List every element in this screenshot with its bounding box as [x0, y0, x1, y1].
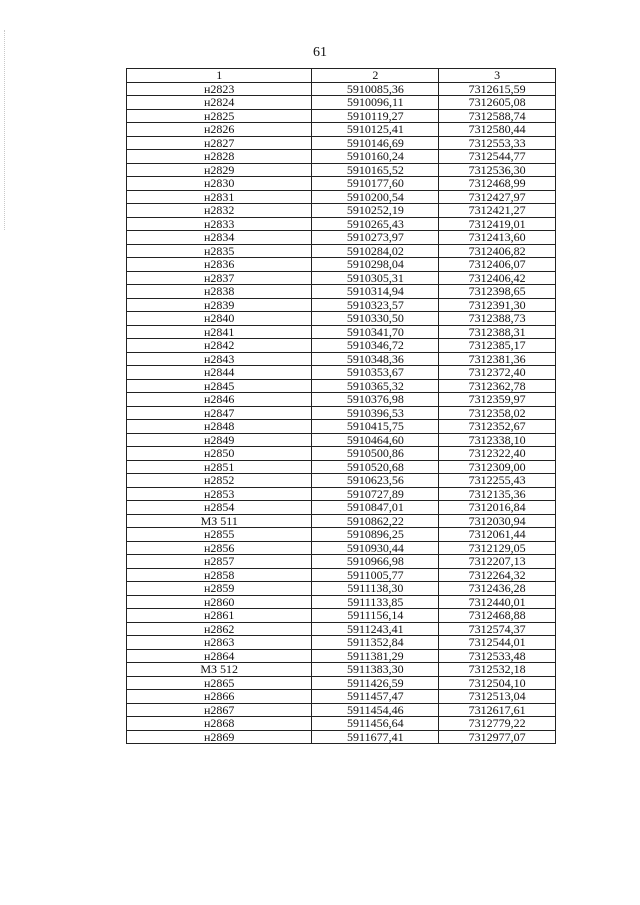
x-coordinate: 5911156,14	[312, 609, 439, 623]
table-row	[127, 649, 556, 663]
point-name: н2828	[127, 150, 312, 164]
table-row	[127, 636, 556, 650]
table-row	[127, 703, 556, 717]
point-name: МЗ 512	[127, 663, 312, 677]
table-row	[127, 298, 556, 312]
y-coordinate: 7312419,01	[439, 217, 556, 231]
x-coordinate: 5910146,69	[312, 136, 439, 150]
table-row	[127, 271, 556, 285]
table-row	[127, 501, 556, 515]
table-row	[127, 514, 556, 528]
table-row	[127, 217, 556, 231]
point-name: н2851	[127, 460, 312, 474]
y-coordinate: 7312468,88	[439, 609, 556, 623]
y-coordinate: 7312615,59	[439, 82, 556, 96]
table-row	[127, 622, 556, 636]
point-name: н2826	[127, 123, 312, 137]
table-row	[127, 352, 556, 366]
point-name: н2848	[127, 420, 312, 434]
x-coordinate: 5910348,36	[312, 352, 439, 366]
y-coordinate: 7312544,01	[439, 636, 556, 650]
x-coordinate: 5910200,54	[312, 190, 439, 204]
x-coordinate: 5910396,53	[312, 406, 439, 420]
y-coordinate: 7312322,40	[439, 447, 556, 461]
point-name: н2858	[127, 568, 312, 582]
table-row	[127, 717, 556, 731]
x-coordinate: 5910415,75	[312, 420, 439, 434]
y-coordinate: 7312513,04	[439, 690, 556, 704]
point-name: н2827	[127, 136, 312, 150]
table-row	[127, 595, 556, 609]
y-coordinate: 7312427,97	[439, 190, 556, 204]
table-row	[127, 190, 556, 204]
x-coordinate: 5910305,31	[312, 271, 439, 285]
point-name: н2834	[127, 231, 312, 245]
point-name: н2860	[127, 595, 312, 609]
x-coordinate: 5910365,32	[312, 379, 439, 393]
point-name: н2854	[127, 501, 312, 515]
y-coordinate: 7312129,05	[439, 541, 556, 555]
table-row	[127, 150, 556, 164]
point-name: н2845	[127, 379, 312, 393]
y-coordinate: 7312381,36	[439, 352, 556, 366]
y-coordinate: 7312255,43	[439, 474, 556, 488]
table-row	[127, 474, 556, 488]
x-coordinate: 5910353,67	[312, 366, 439, 380]
x-coordinate: 5910847,01	[312, 501, 439, 515]
table-row	[127, 325, 556, 339]
table-row	[127, 460, 556, 474]
y-coordinate: 7312385,17	[439, 339, 556, 353]
y-coordinate: 7312617,61	[439, 703, 556, 717]
x-coordinate: 5910376,98	[312, 393, 439, 407]
y-coordinate: 7312309,00	[439, 460, 556, 474]
point-name: н2857	[127, 555, 312, 569]
point-name: н2859	[127, 582, 312, 596]
y-coordinate: 7312358,02	[439, 406, 556, 420]
point-name: н2838	[127, 285, 312, 299]
x-coordinate: 5910273,97	[312, 231, 439, 245]
point-name: н2852	[127, 474, 312, 488]
point-name: н2862	[127, 622, 312, 636]
table-row	[127, 528, 556, 542]
table-row	[127, 96, 556, 110]
table-row	[127, 582, 556, 596]
table-row	[127, 393, 556, 407]
header-col-1: 1	[127, 69, 312, 83]
y-coordinate: 7312372,40	[439, 366, 556, 380]
table-row	[127, 258, 556, 272]
x-coordinate: 5911457,47	[312, 690, 439, 704]
x-coordinate: 5910265,43	[312, 217, 439, 231]
point-name: н2867	[127, 703, 312, 717]
table-row	[127, 609, 556, 623]
table-row	[127, 487, 556, 501]
y-coordinate: 7312388,31	[439, 325, 556, 339]
x-coordinate: 5911133,85	[312, 595, 439, 609]
table-row	[127, 244, 556, 258]
point-name: н2832	[127, 204, 312, 218]
y-coordinate: 7312977,07	[439, 730, 556, 744]
x-coordinate: 5910520,68	[312, 460, 439, 474]
x-coordinate: 5910346,72	[312, 339, 439, 353]
point-name: н2824	[127, 96, 312, 110]
point-name: н2844	[127, 366, 312, 380]
x-coordinate: 5910177,60	[312, 177, 439, 191]
y-coordinate: 7312574,37	[439, 622, 556, 636]
header-row	[127, 69, 556, 83]
x-coordinate: 5911005,77	[312, 568, 439, 582]
x-coordinate: 5910966,98	[312, 555, 439, 569]
x-coordinate: 5910314,94	[312, 285, 439, 299]
y-coordinate: 7312264,32	[439, 568, 556, 582]
y-coordinate: 7312588,74	[439, 109, 556, 123]
y-coordinate: 7312440,01	[439, 595, 556, 609]
x-coordinate: 5910896,25	[312, 528, 439, 542]
table-row	[127, 420, 556, 434]
point-name: н2843	[127, 352, 312, 366]
x-coordinate: 5911352,84	[312, 636, 439, 650]
x-coordinate: 5911381,29	[312, 649, 439, 663]
x-coordinate: 5911456,64	[312, 717, 439, 731]
x-coordinate: 5910125,41	[312, 123, 439, 137]
point-name: н2831	[127, 190, 312, 204]
y-coordinate: 7312406,42	[439, 271, 556, 285]
point-name: н2839	[127, 298, 312, 312]
x-coordinate: 5910330,50	[312, 312, 439, 326]
x-coordinate: 5910623,56	[312, 474, 439, 488]
point-name: н2841	[127, 325, 312, 339]
table-row	[127, 379, 556, 393]
y-coordinate: 7312544,77	[439, 150, 556, 164]
x-coordinate: 5910464,60	[312, 433, 439, 447]
y-coordinate: 7312406,82	[439, 244, 556, 258]
y-coordinate: 7312388,73	[439, 312, 556, 326]
x-coordinate: 5910862,22	[312, 514, 439, 528]
table-row	[127, 568, 556, 582]
y-coordinate: 7312016,84	[439, 501, 556, 515]
table-row	[127, 433, 556, 447]
point-name: н2856	[127, 541, 312, 555]
table-row	[127, 231, 556, 245]
y-coordinate: 7312398,65	[439, 285, 556, 299]
point-name: н2833	[127, 217, 312, 231]
table-row	[127, 339, 556, 353]
x-coordinate: 5910284,02	[312, 244, 439, 258]
y-coordinate: 7312533,48	[439, 649, 556, 663]
header-col-2: 2	[312, 69, 439, 83]
table-row	[127, 663, 556, 677]
table-row	[127, 555, 556, 569]
table-row	[127, 285, 556, 299]
x-coordinate: 5910119,27	[312, 109, 439, 123]
y-coordinate: 7312532,18	[439, 663, 556, 677]
point-name: н2847	[127, 406, 312, 420]
y-coordinate: 7312030,94	[439, 514, 556, 528]
x-coordinate: 5910096,11	[312, 96, 439, 110]
table-row	[127, 406, 556, 420]
y-coordinate: 7312468,99	[439, 177, 556, 191]
table-row	[127, 366, 556, 380]
point-name: н2836	[127, 258, 312, 272]
x-coordinate: 5910252,19	[312, 204, 439, 218]
y-coordinate: 7312779,22	[439, 717, 556, 731]
point-name: н2868	[127, 717, 312, 731]
x-coordinate: 5910500,86	[312, 447, 439, 461]
point-name: н2829	[127, 163, 312, 177]
table-row	[127, 690, 556, 704]
y-coordinate: 7312605,08	[439, 96, 556, 110]
point-name: н2825	[127, 109, 312, 123]
x-coordinate: 5911243,41	[312, 622, 439, 636]
point-name: н2830	[127, 177, 312, 191]
point-name: н2864	[127, 649, 312, 663]
point-name: н2861	[127, 609, 312, 623]
table-row	[127, 109, 556, 123]
y-coordinate: 7312207,13	[439, 555, 556, 569]
point-name: н2866	[127, 690, 312, 704]
x-coordinate: 5911677,41	[312, 730, 439, 744]
page-number: 61	[313, 45, 327, 60]
point-name: н2846	[127, 393, 312, 407]
y-coordinate: 7312406,07	[439, 258, 556, 272]
table-row	[127, 676, 556, 690]
x-coordinate: 5910341,70	[312, 325, 439, 339]
y-coordinate: 7312421,27	[439, 204, 556, 218]
x-coordinate: 5911426,59	[312, 676, 439, 690]
y-coordinate: 7312061,44	[439, 528, 556, 542]
point-name: н2835	[127, 244, 312, 258]
point-name: н2850	[127, 447, 312, 461]
point-name: МЗ 511	[127, 514, 312, 528]
y-coordinate: 7312391,30	[439, 298, 556, 312]
x-coordinate: 5910298,04	[312, 258, 439, 272]
y-coordinate: 7312359,97	[439, 393, 556, 407]
point-name: н2840	[127, 312, 312, 326]
table-row	[127, 82, 556, 96]
x-coordinate: 5910165,52	[312, 163, 439, 177]
y-coordinate: 7312580,44	[439, 123, 556, 137]
x-coordinate: 5910323,57	[312, 298, 439, 312]
x-coordinate: 5911383,30	[312, 663, 439, 677]
table-row	[127, 730, 556, 744]
table-body	[127, 82, 556, 744]
y-coordinate: 7312553,33	[439, 136, 556, 150]
table-row	[127, 447, 556, 461]
table-row	[127, 204, 556, 218]
y-coordinate: 7312362,78	[439, 379, 556, 393]
table-row	[127, 312, 556, 326]
header-col-3: 3	[439, 69, 556, 83]
x-coordinate: 5910727,89	[312, 487, 439, 501]
point-name: н2823	[127, 82, 312, 96]
point-name: н2842	[127, 339, 312, 353]
y-coordinate: 7312413,60	[439, 231, 556, 245]
y-coordinate: 7312135,36	[439, 487, 556, 501]
point-name: н2849	[127, 433, 312, 447]
x-coordinate: 5910930,44	[312, 541, 439, 555]
point-name: н2853	[127, 487, 312, 501]
table-row	[127, 541, 556, 555]
y-coordinate: 7312436,28	[439, 582, 556, 596]
y-coordinate: 7312352,67	[439, 420, 556, 434]
table-row	[127, 136, 556, 150]
y-coordinate: 7312504,10	[439, 676, 556, 690]
table-row	[127, 123, 556, 137]
x-coordinate: 5911454,46	[312, 703, 439, 717]
y-coordinate: 7312338,10	[439, 433, 556, 447]
table-row	[127, 177, 556, 191]
point-name: н2837	[127, 271, 312, 285]
coordinates-table	[126, 68, 556, 744]
y-coordinate: 7312536,30	[439, 163, 556, 177]
point-name: н2863	[127, 636, 312, 650]
point-name: н2865	[127, 676, 312, 690]
point-name: н2869	[127, 730, 312, 744]
x-coordinate: 5911138,30	[312, 582, 439, 596]
point-name: н2855	[127, 528, 312, 542]
table-row	[127, 163, 556, 177]
x-coordinate: 5910160,24	[312, 150, 439, 164]
x-coordinate: 5910085,36	[312, 82, 439, 96]
